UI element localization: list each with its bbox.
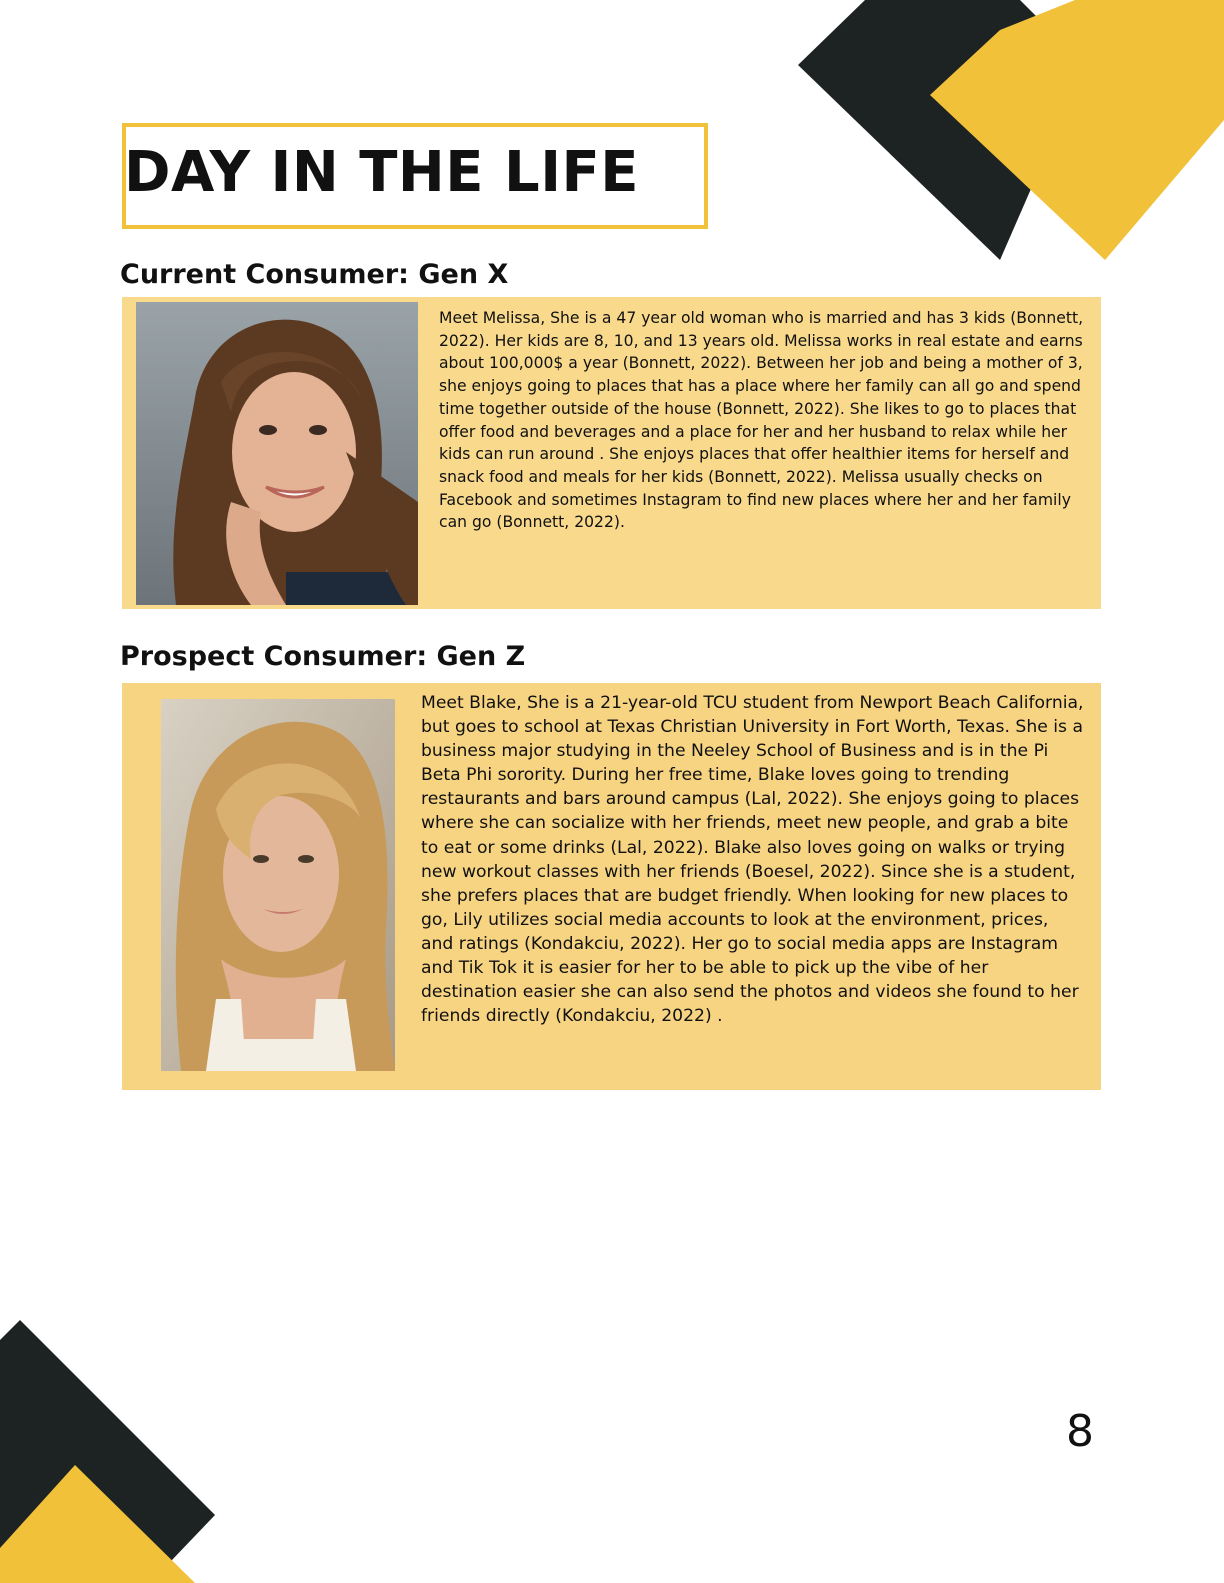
page-title: DAY IN THE LIFE — [124, 140, 640, 205]
portrait-photo-current — [136, 302, 418, 605]
bottom-left-decoration — [0, 1320, 260, 1583]
portrait-woman-blonde-icon — [161, 699, 395, 1071]
portrait-woman-brunette-icon — [136, 302, 418, 605]
consumer-card-current — [122, 297, 1101, 609]
consumer-card-prospect — [122, 683, 1101, 1090]
section-heading-prospect-consumer: Prospect Consumer: Gen Z — [120, 641, 526, 672]
consumer-bio-prospect: Meet Blake, She is a 21-year-old TCU student from Newport Beach California, but goes to school at Texas Christian University in Fort Worth, Texas. She is a business major studying in the Neeley School of Business and is in the Pi Beta Phi sorority. During her free time, Blake loves going to trending restaurants and bars around campus (Lal, 2022). She enjoys going to places where she can socialize with her friends, meet new people, and grab a bite to eat or some drinks (Lal, 2022). Blake also loves going on walks or trying new workout classes with her friends (Boesel, 2022). Since she is a student, she prefers places that are budget friendly. When looking for new places to go, Lily utilizes social media accounts to look at the environment, prices, and ratings (Kondakciu, 2022). Her go to social media apps are Instagram and Tik Tok it is easier for her to be able to pick up the vibe of her destination easier she can also send the photos and videos she found to her friends directly (Kondakciu, 2022) . — [421, 693, 1084, 1027]
page-number: 8 — [1066, 1406, 1094, 1457]
section-heading-current-consumer: Current Consumer: Gen X — [120, 259, 509, 290]
portrait-photo-prospect — [161, 699, 395, 1071]
consumer-bio-current: Meet Melissa, She is a 47 year old woman who is married and has 3 kids (Bonnett, 2022). Her kids are 8, 10, and 13 years old. Melissa works in real estate and earns about 100,000$ a year (Bonnett, 2022). Between her job and being a mother of 3, she enjoys going to places that has a place where her family can all go and spend time together outside of the house (Bonnett, 2022). She likes to go to places that offer food and beverages and a place for her and her husband to relax while her kids can run around . She enjoys places that offer healthier items for herself and snack food and meals for her kids (Bonnett, 2022). Melissa usually checks on Facebook and sometimes Instagram to find new places where her and her family can go (Bonnett, 2022). — [439, 309, 1084, 532]
